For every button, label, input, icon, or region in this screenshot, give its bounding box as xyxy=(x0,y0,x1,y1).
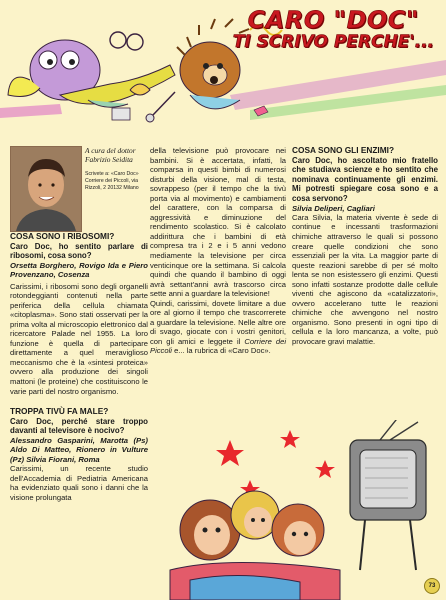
section1-question: Caro Doc, ho sentito parlare di ribosomi, cosa sono? xyxy=(10,241,148,261)
title-line-2: TI SCRIVO PERCHE'... xyxy=(232,32,434,52)
curated-by: A cura del dottor Fabrizio Seidita xyxy=(85,146,136,165)
column-title xyxy=(233,6,434,52)
section1-signature: Orsetta Borghero, Rovigo Ida e Piero Provenzano, Cosenza xyxy=(10,260,148,280)
column-right xyxy=(292,146,438,347)
section1-answer: Carissimi, i ribosomi sono degli organelli rotondeggianti contenuti nella parte periferica della cellula chiamata «citoplasma». Sono stati osservati per la prima volta al microscopio elettronico dal ricercatore Palade nel 1955. La loro funzione è quella di partecipare direttamente a quel meraviglioso meccanismo che è la «sintesi proteica» ovvero alla produzione dei singoli mattoni (le proteine) che costituiscono le varie parti del nostro organismo. xyxy=(10,281,148,396)
title-line-1: CARO "DOC" xyxy=(247,6,420,34)
section2-answer-cont: della televisione può provocare nei bambini. Si è accertata, infatti, la comparsa in questi bimbi di numerosi disturbi della visione, mal di testa, sovrappeso (per il tempo che la tivù porta via al movimento) e cambiamenti del carattere, con la comparsa di aggressività e diminuzione del rendimento scolastico. Si è calcolato addirittura che i bambini di età compresa tra i 2 e i 5 anni vedono mediamente la televisione per circa venticinque ore la settimana. Si calcola quindi che quando il bambino di oggi avrà settant'anni avrà trascorso circa sette anni a guardare la televisione! xyxy=(150,146,286,299)
author-photo xyxy=(10,146,82,232)
section2-signature: Alessandro Gasparini, Marotta (Ps) Aldo Di Matteo, Rionero in Vulture (Pz) Silvia Fiorani, Roma xyxy=(10,435,148,464)
section1-heading: COSA SONO I RIBOSOMI? xyxy=(10,231,115,241)
page-number: 73 xyxy=(424,578,440,594)
column-left xyxy=(10,232,148,502)
section2-answer-start: Carissimi, un recente studio dell'Accademia di Pediatria Americana ha evidenziato quali sono i danni che la visione prolungata xyxy=(10,464,148,502)
write-to-address: Scrivete a: «Caro Doc» Corriere dei Piccoli, via Rizzoli, 2 20132 Milano xyxy=(85,170,139,191)
section2-answer-end-pre: Quindi, carissimi, dovete limitare a due ore al giorno il tempo che trascorrerete a guardare la televisione. Nelle altre ore di svago, giocate con i vostri genitori, con gli amici e leggete il xyxy=(150,298,286,346)
section3-signature: Silvia Deliperi, Cagliari xyxy=(292,203,375,213)
tv-illustration xyxy=(150,420,440,600)
section3-answer: Cara Silvia, la materia vivente è sede di continue e incessanti trasformazioni chimiche attraverso le quali si possono creare quelle condizioni che sono essenziali per la vita. La maggior parte di queste reazioni sarebbe di per sé molto lenta se non esistessero gli enzimi. Questi sono infatti sostanze prodotte dalle cellule viventi che agiscono da «catalizzatori», ovvero accelerano tutte le reazioni chimiche che avvengono nel nostro organismo. Sono presenti in ogni tipo di cellula e la loro mancanza, a volte, può provocare gravi malattie. xyxy=(292,212,438,347)
section2-question: Caro Doc, perché stare troppo davanti al televisore è nocivo? xyxy=(10,416,148,436)
section2-answer-end-post: e... la rubrica di «Caro Doc». xyxy=(171,346,271,356)
column-middle xyxy=(150,146,286,356)
section2-answer-end xyxy=(150,299,286,356)
section2-heading: TROPPA TIVÙ FA MALE? xyxy=(10,406,109,417)
section3-question: Caro Doc, ho ascoltato mio fratello che studiava scienze e ho sentito che nominava continuamente gli enzimi. Mi potresti spiegare cosa sono e a cosa servono? xyxy=(292,155,438,203)
magazine-name: Corriere dei Piccoli xyxy=(150,336,287,356)
section3-heading: COSA SONO GLI ENZIMI? xyxy=(292,145,395,155)
portrait-image xyxy=(11,147,81,231)
author-info xyxy=(85,146,150,192)
